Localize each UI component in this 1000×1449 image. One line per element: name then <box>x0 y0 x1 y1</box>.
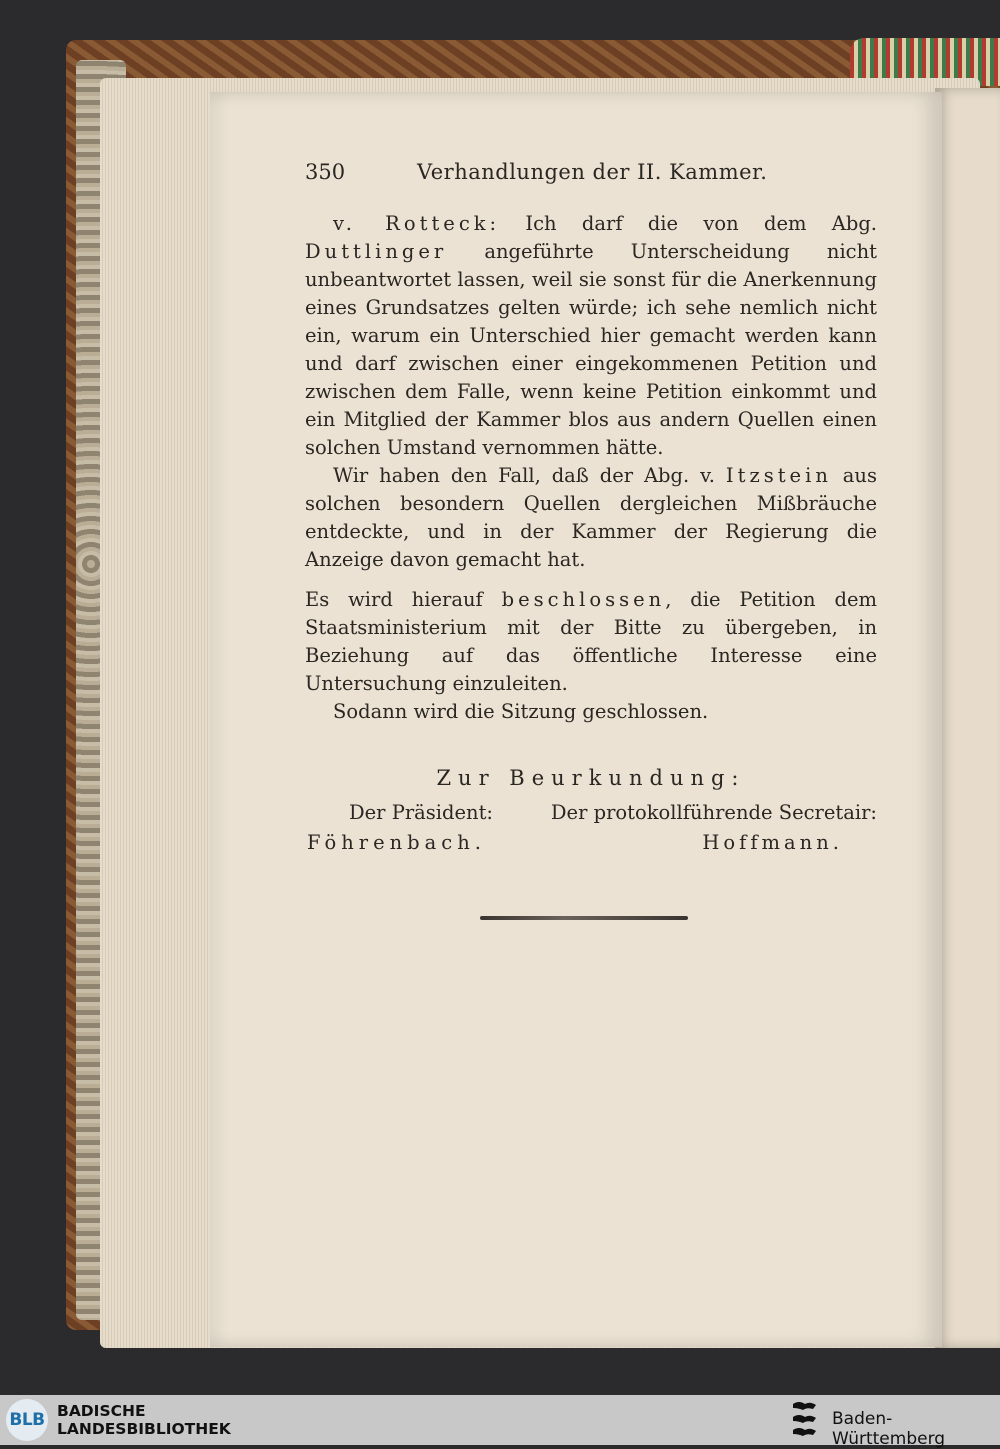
page-text <box>305 160 877 858</box>
blb-logo-icon[interactable]: BLB <box>6 1399 48 1441</box>
footer-bar <box>0 1395 1000 1449</box>
person-name: Duttlinger <box>305 240 448 263</box>
running-head <box>305 160 877 200</box>
speaker-name: v. Rotteck: <box>333 212 501 235</box>
paragraph-rotteck: v. Rotteck: Ich darf die von dem Abg. Duttlinger angeführte Unterscheidung nicht unbeantwortet lassen, weil sie sonst für die Anerkennung eines Grundsatzes gelten würde; ich sehe nemlich nicht ein, warum ein Unterschied hier gemacht werden kann und darf zwischen einer eingekommenen Petition und zwischen dem Falle, wenn keine Petition einkommt und ein Mitglied der Kammer blos aus andern Quellen einen solchen Umstand vernommen hätte. <box>305 212 878 459</box>
page-number: 350 <box>305 160 346 184</box>
paragraph-closing: Sodann wird die Sitzung geschlossen. <box>333 700 709 723</box>
running-title: Verhandlungen der II. Kammer. <box>417 160 768 184</box>
person-name: Itzstein <box>725 464 832 487</box>
president-name: Föhrenbach. <box>307 831 486 854</box>
attestation-title: Zur Beurkundung: <box>436 766 746 790</box>
baden-wuerttemberg-lions-icon <box>790 1399 820 1441</box>
emphasis: beschlossen <box>501 588 666 611</box>
library-name[interactable]: BADISCHE LANDESBIBLIOTHEK <box>57 1402 231 1438</box>
paragraph-itzstein: Wir haben den Fall, daß der Abg. v. Itzstein aus solchen besondern Quellen dergleichen Mißbräuche entdeckte, und in der Kammer der Regierung die Anzeige davon gemacht hat. <box>305 464 877 571</box>
facing-page <box>935 88 1000 1348</box>
signature-names <box>305 828 877 858</box>
state-name[interactable]: Baden-Württemberg <box>832 1409 946 1449</box>
signature-roles <box>305 798 877 828</box>
paragraph-resolution: Es wird hierauf beschlossen, die Petition dem Staatsministerium mit der Bitte zu übergeben, in Beziehung auf das öffentliche Interesse eine Untersuchung einzuleiten. <box>305 588 877 695</box>
end-rule <box>480 916 688 920</box>
secretary-name: Hoffmann. <box>702 831 843 854</box>
secretary-role: Der protokollführende Secretair: <box>550 801 877 824</box>
president-role: Der Präsident: <box>349 801 493 824</box>
